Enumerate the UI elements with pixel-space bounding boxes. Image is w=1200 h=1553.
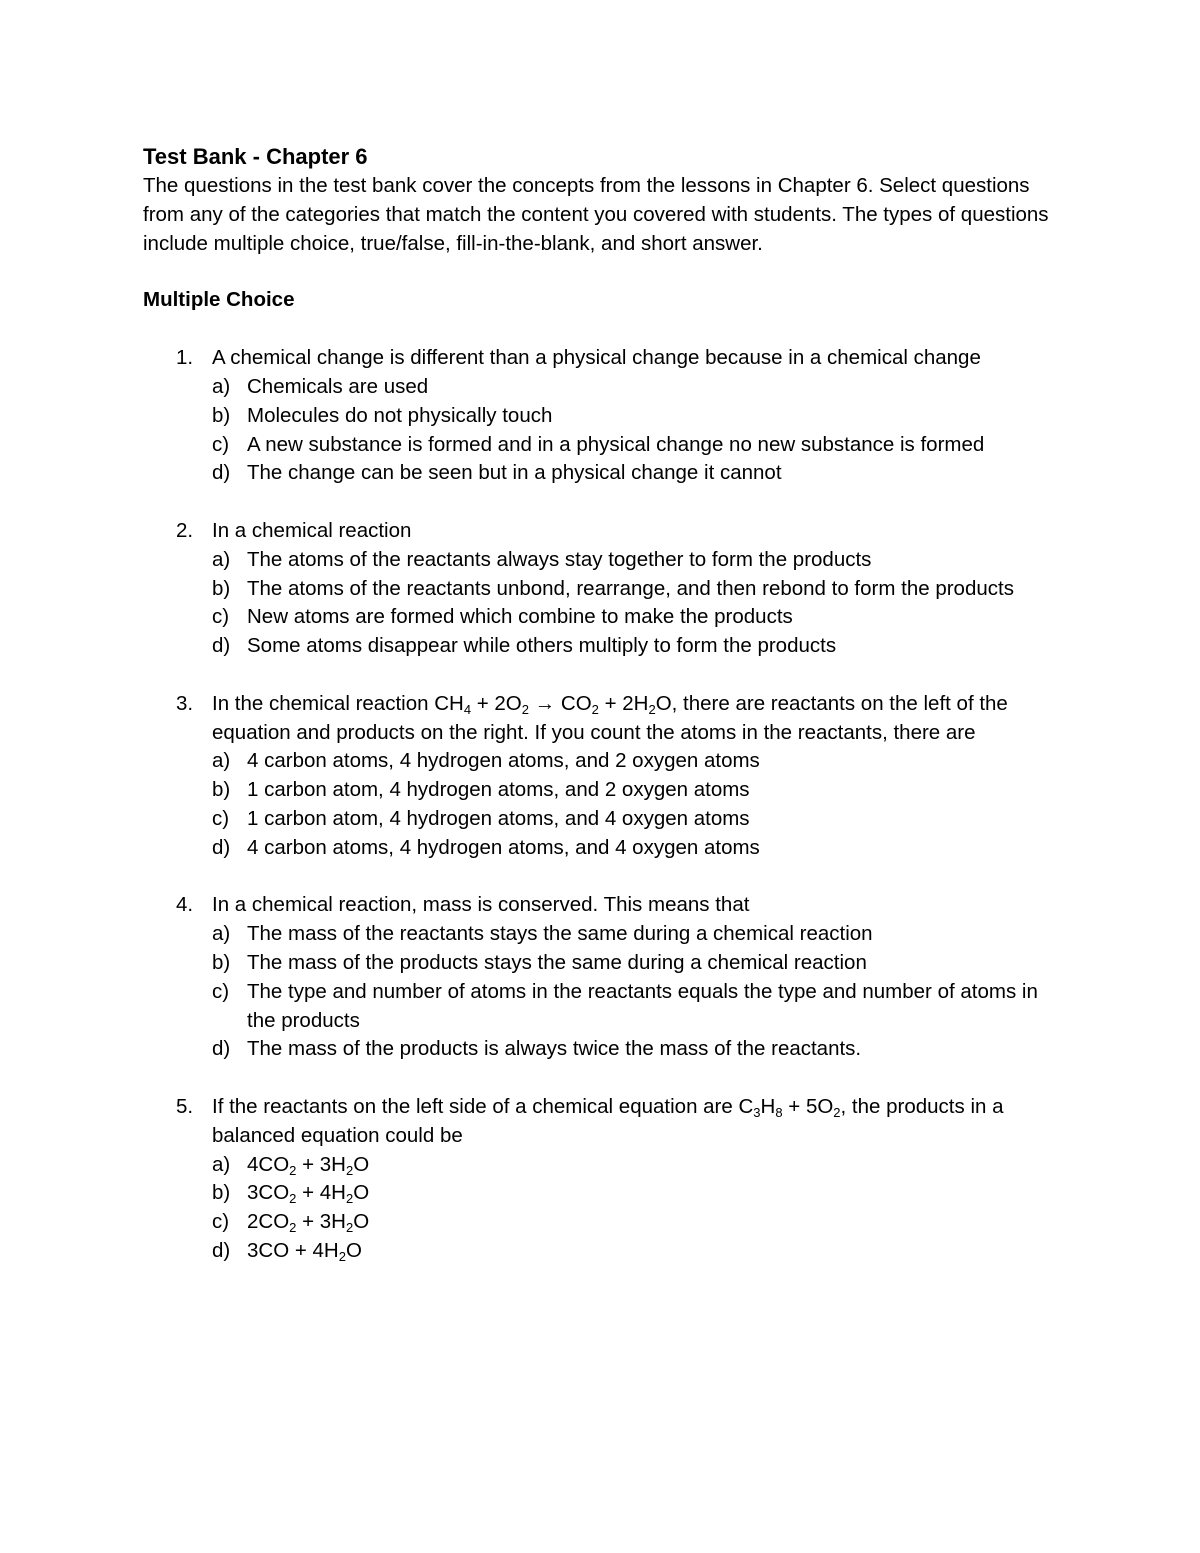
chemical-equation xyxy=(434,692,671,715)
question-2 xyxy=(143,517,1063,661)
option-letter: c) xyxy=(212,979,230,1003)
intro-paragraph: The questions in the test bank cover the concepts from the lessons in Chapter 6. Select questions from any of the categories that match the content you covered with students. The types of questions include multiple choice, true/false, fill-in-the-blank, and short answer. xyxy=(143,174,1049,255)
option-d xyxy=(212,1237,1063,1266)
option-list xyxy=(212,1151,1063,1266)
question-stem xyxy=(212,1093,1063,1151)
option-c xyxy=(212,603,1063,632)
question-stem xyxy=(212,690,1063,748)
question-3 xyxy=(143,690,1063,863)
formula-part: + 3H xyxy=(296,1152,346,1176)
subscript: 2 xyxy=(289,1220,297,1236)
option-d xyxy=(212,1035,1063,1064)
stem-text: , there are reactants on the left of the equation and products on the right. If you count the atoms in the reactants, there are xyxy=(212,691,1008,744)
option-text: 1 carbon atom, 4 hydrogen atoms, and 2 oxygen atoms xyxy=(247,778,750,802)
option-d xyxy=(212,834,1063,863)
question-5 xyxy=(143,1093,1063,1266)
option-letter: d) xyxy=(212,634,231,658)
option-text: The atoms of the reactants always stay together to form the products xyxy=(247,547,872,571)
option-formula xyxy=(247,1210,370,1236)
option-b xyxy=(212,1179,1063,1208)
formula-part: → CO xyxy=(529,691,592,715)
formula-part: O xyxy=(353,1181,370,1205)
option-letter: b) xyxy=(212,576,231,600)
option-text: 4 carbon atoms, 4 hydrogen atoms, and 2 oxygen atoms xyxy=(247,749,760,773)
question-number: 3. xyxy=(176,691,194,715)
formula-part: + 4H xyxy=(296,1181,346,1205)
question-number: 1. xyxy=(176,346,194,370)
formula-part: + 2O xyxy=(471,691,522,715)
option-letter: a) xyxy=(212,922,231,946)
option-list xyxy=(212,920,1063,1064)
option-text: Molecules do not physically touch xyxy=(247,403,553,427)
option-c xyxy=(212,978,1063,1036)
option-text: 1 carbon atom, 4 hydrogen atoms, and 4 oxygen atoms xyxy=(247,806,750,830)
option-b xyxy=(212,776,1063,805)
option-letter: c) xyxy=(212,806,230,830)
subscript: 2 xyxy=(833,1104,841,1120)
option-letter: a) xyxy=(212,547,231,571)
question-number: 5. xyxy=(176,1094,194,1118)
formula-part: CH xyxy=(434,691,464,715)
formula-part: O xyxy=(353,1152,370,1176)
formula-part: 3CO + 4H xyxy=(247,1238,339,1262)
subscript: 2 xyxy=(521,701,529,717)
option-c xyxy=(212,431,1063,460)
formula-part: + 2H xyxy=(598,691,649,715)
stem-text: If the reactants on the left side of a chemical equation are xyxy=(212,1094,739,1118)
question-1 xyxy=(143,344,1063,488)
subscript: 2 xyxy=(648,701,656,717)
option-letter: a) xyxy=(212,374,231,398)
option-letter: b) xyxy=(212,1181,231,1205)
option-formula xyxy=(247,1181,370,1207)
option-letter: c) xyxy=(212,432,230,456)
option-letter: a) xyxy=(212,1152,231,1176)
subscript: 2 xyxy=(289,1191,297,1207)
option-letter: b) xyxy=(212,778,231,802)
option-letter: d) xyxy=(212,461,231,485)
option-text: The atoms of the reactants unbond, rearrange, and then rebond to form the products xyxy=(247,576,1014,600)
formula-part: C xyxy=(738,1094,754,1118)
option-letter: d) xyxy=(212,835,231,859)
option-text: Chemicals are used xyxy=(247,374,429,398)
option-a xyxy=(212,747,1063,776)
option-b xyxy=(212,575,1063,604)
option-text: New atoms are formed which combine to make the products xyxy=(247,605,793,629)
option-b xyxy=(212,402,1063,431)
option-text: The change can be seen but in a physical change it cannot xyxy=(247,461,782,485)
option-c xyxy=(212,805,1063,834)
question-stem: In a chemical reaction, mass is conserved. This means that xyxy=(212,893,750,917)
option-formula xyxy=(247,1153,369,1176)
option-formula xyxy=(247,1239,362,1262)
subscript: 4 xyxy=(463,701,472,717)
option-text: The mass of the products stays the same during a chemical reaction xyxy=(247,950,867,974)
option-d xyxy=(212,459,1063,488)
option-letter: a) xyxy=(212,749,231,773)
option-a xyxy=(212,546,1063,575)
subscript: 8 xyxy=(775,1104,783,1120)
formula-part: + 5O xyxy=(782,1094,834,1118)
page-title: Test Bank - Chapter 6 xyxy=(143,144,368,169)
stem-text: In the chemical reaction xyxy=(212,691,435,715)
question-stem: A chemical change is different than a physical change because in a chemical change xyxy=(212,346,981,370)
option-letter: d) xyxy=(212,1037,231,1061)
option-letter: b) xyxy=(212,950,231,974)
subscript: 2 xyxy=(345,1162,354,1178)
formula-part: O xyxy=(353,1210,370,1234)
subscript: 2 xyxy=(345,1220,354,1236)
formula-part: O xyxy=(655,691,672,715)
subscript: 2 xyxy=(289,1162,297,1178)
subscript: 3 xyxy=(753,1104,761,1120)
option-c xyxy=(212,1208,1063,1237)
formula-part: 4CO xyxy=(247,1152,290,1176)
option-list xyxy=(212,747,1063,862)
section-heading: Multiple Choice xyxy=(143,288,295,312)
option-text: 4 carbon atoms, 4 hydrogen atoms, and 4 oxygen atoms xyxy=(247,835,760,859)
formula-part: 2CO xyxy=(247,1210,290,1234)
question-4 xyxy=(143,891,1063,1064)
option-text: The mass of the reactants stays the same during a chemical reaction xyxy=(247,922,873,946)
option-letter: d) xyxy=(212,1238,231,1262)
option-a xyxy=(212,373,1063,402)
option-letter: c) xyxy=(212,605,230,629)
formula-part: H xyxy=(760,1094,776,1118)
option-text: A new substance is formed and in a physical change no new substance is formed xyxy=(247,432,985,456)
option-a xyxy=(212,920,1063,949)
question-stem: In a chemical reaction xyxy=(212,518,412,542)
subscript: 2 xyxy=(591,701,599,717)
formula-part: O xyxy=(345,1238,362,1262)
formula-part: 3CO xyxy=(247,1181,290,1205)
option-a xyxy=(212,1151,1063,1180)
option-list xyxy=(212,373,1063,488)
formula-part: + 3H xyxy=(296,1210,346,1234)
option-letter: c) xyxy=(212,1210,230,1234)
option-text: The type and number of atoms in the reactants equals the type and number of atoms in the products xyxy=(247,979,1038,1032)
chemical-equation xyxy=(738,1095,840,1118)
document-page xyxy=(143,142,1063,1294)
question-number: 4. xyxy=(176,893,194,917)
question-number: 2. xyxy=(176,518,194,542)
option-text: Some atoms disappear while others multiply to form the products xyxy=(247,634,837,658)
stem-text: , the products in a balanced equation could be xyxy=(212,1094,1004,1147)
option-d xyxy=(212,632,1063,661)
subscript: 2 xyxy=(338,1248,346,1264)
option-text: The mass of the products is always twice the mass of the reactants. xyxy=(247,1037,862,1061)
option-b xyxy=(212,949,1063,978)
subscript: 2 xyxy=(345,1191,354,1207)
option-letter: b) xyxy=(212,403,231,427)
option-list xyxy=(212,546,1063,661)
